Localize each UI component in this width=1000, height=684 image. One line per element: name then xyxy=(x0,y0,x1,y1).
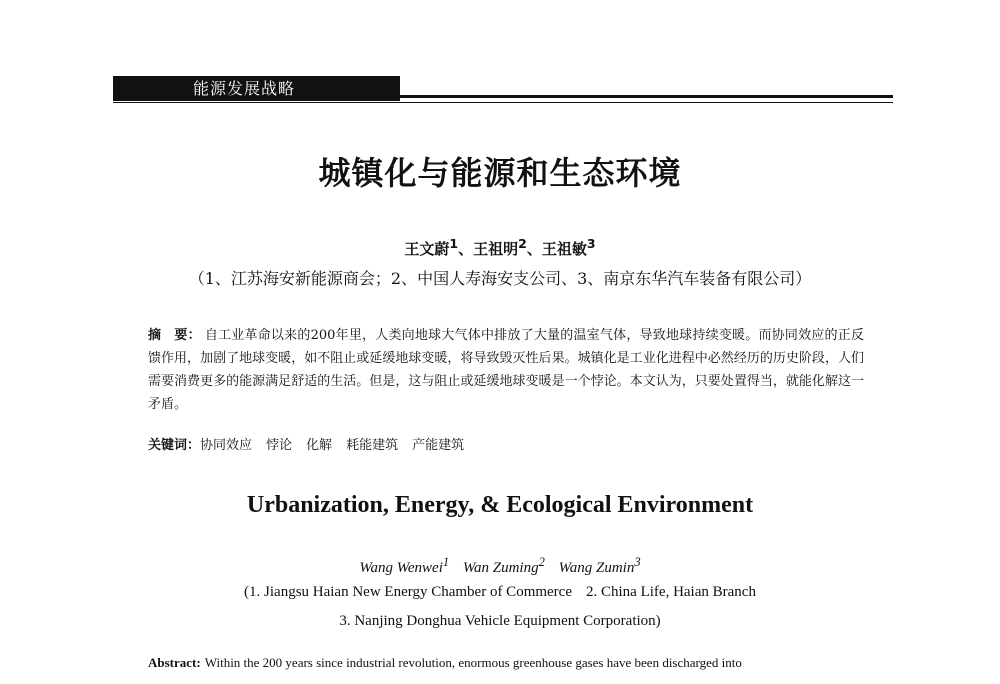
keyword-item: 产能建筑 xyxy=(412,438,465,453)
abstract-label-en: Abstract: xyxy=(148,655,201,670)
affiliation-mark-en: 2 xyxy=(538,555,545,569)
affiliation-mark-en: 3 xyxy=(634,555,641,569)
affiliation-mark-en: 1 xyxy=(442,555,450,569)
affiliation-mark: 3 xyxy=(586,236,596,251)
affiliation-en-line1 xyxy=(0,584,1000,601)
keywords-label-cn: 关键词： xyxy=(148,438,201,453)
affiliation-en-1: (1. Jiangsu Haian New Energy Chamber of Commerce xyxy=(244,584,572,600)
affiliation-cn: （1、江苏海安新能源商会；2、中国人寿海安支公司、3、南京东华汽车装备有限公司） xyxy=(188,269,812,288)
header-rule-thin xyxy=(113,102,893,103)
affiliation-en-2: 2. China Life, Haian Branch xyxy=(586,584,756,600)
authors-en xyxy=(0,555,1000,577)
author-name-en: Wang Wenwei xyxy=(359,560,443,576)
author-name: 王祖敏 xyxy=(541,240,587,258)
affiliation-mark: 2 xyxy=(518,236,527,251)
keyword-item: 悖论 xyxy=(266,438,293,453)
abstract-label-cn: 摘 要： xyxy=(148,328,201,343)
author-name-en: Wang Zumin xyxy=(558,560,635,576)
keyword-item: 化解 xyxy=(306,438,333,453)
abstract-text-cn: 自工业革命以来的200年里，人类向地球大气体中排放了大量的温室气体，导致地球持续变暖。而协同效应的正反馈作用，加剧了地球变暖，如不阻止或延缓地球变暖，将导致毁灭性后果。城镇化是工业化进程中必然经历的历史阶段，人们需要消费更多的能源满足舒适的生活。但是，这与阻止或延缓地球变暖是一个悖论。本文认为，只要处置得当，就能化解这一矛盾。 xyxy=(148,328,864,412)
abstract-cn xyxy=(148,324,864,416)
author-name-en: Wan Zuming xyxy=(462,560,539,576)
abstract-en xyxy=(148,655,868,671)
keyword-item: 协同效应 xyxy=(200,438,253,453)
keyword-item: 耗能建筑 xyxy=(346,438,399,453)
author-name: 王祖明 xyxy=(473,240,519,258)
affiliation-mark: 1 xyxy=(449,236,459,251)
header-rule xyxy=(400,95,893,98)
affiliation-en-line2: 3. Nanjing Donghua Vehicle Equipment Corporation) xyxy=(339,613,661,629)
abstract-text-en: Within the 200 years since industrial revolution, enormous greenhouse gases have been discharged into xyxy=(204,655,742,670)
author-separator: 、 xyxy=(458,240,474,258)
page-title-en: Urbanization, Energy, & Ecological Environment xyxy=(246,492,754,518)
author-separator: 、 xyxy=(526,240,542,258)
authors-cn xyxy=(0,236,1000,259)
page-title-cn: 城镇化与能源和生态环境 xyxy=(318,154,682,192)
author-name: 王文蔚 xyxy=(404,240,450,258)
keywords-cn xyxy=(148,434,478,453)
section-label: 能源发展战略 xyxy=(193,79,296,98)
